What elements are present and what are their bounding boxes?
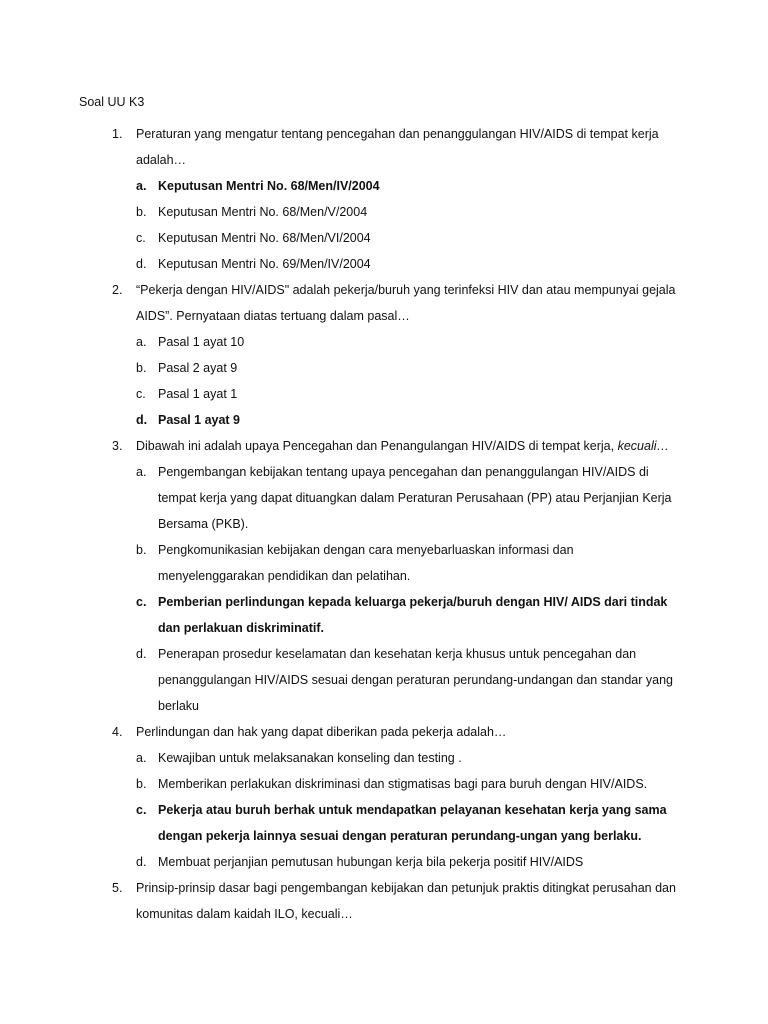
question-main-text: Perlindungan dan hak yang dapat diberikan pada pekerja adalah… <box>136 725 507 739</box>
question-main-text: Dibawah ini adalah upaya Pencegahan dan Penangulangan HIV/AIDS di tempat kerja, <box>136 439 615 453</box>
option-letter: d. <box>136 647 147 661</box>
option-item <box>0 225 768 251</box>
question-number: 1. <box>112 127 123 141</box>
option-letter: c. <box>136 231 146 245</box>
question-item <box>0 719 768 875</box>
option-list <box>0 459 768 719</box>
option-letter: b. <box>136 543 147 557</box>
option-item <box>0 537 768 589</box>
option-letter: b. <box>136 777 147 791</box>
option-item <box>0 251 768 277</box>
question-text <box>136 277 676 329</box>
option-item <box>0 199 768 225</box>
option-text: Pengembangan kebijakan tentang upaya pencegahan dan penanggulangan HIV/AIDS di tempat kerja yang dapat dituangkan dalam Peraturan Perusahaan (PP) atau Perjanjian Kerja Bersama (PKB). <box>158 465 672 531</box>
option-letter: a. <box>136 751 147 765</box>
option-text: Penerapan prosedur keselamatan dan kesehatan kerja khusus untuk pencegahan dan penanggulangan HIV/AIDS sesuai dengan peraturan perundang-undangan dan standar yang berlaku <box>158 647 673 713</box>
option-item <box>0 381 768 407</box>
question-item <box>0 875 768 927</box>
option-item <box>0 407 768 433</box>
question-main-text: Peraturan yang mengatur tentang pencegahan dan penanggulangan HIV/AIDS di tempat kerja adalah… <box>136 127 659 167</box>
document-title: Soal UU K3 <box>79 95 145 109</box>
option-letter: c. <box>136 595 147 609</box>
question-item <box>0 277 768 433</box>
option-letter: d. <box>136 257 147 271</box>
option-text: Pekerja atau buruh berhak untuk mendapatkan pelayanan kesehatan kerja yang sama dengan pekerja lainnya sesuai dengan peraturan perundang-ungan yang berlaku. <box>158 803 667 843</box>
option-letter: a. <box>136 179 147 193</box>
option-letter: a. <box>136 335 147 349</box>
option-text: Pemberian perlindungan kepada keluarga pekerja/buruh dengan HIV/ AIDS dari tindak dan perlakuan diskriminatif. <box>158 595 668 635</box>
question-number: 4. <box>112 725 123 739</box>
option-text: Pasal 1 ayat 10 <box>158 335 245 349</box>
question-main-text: “Pekerja dengan HIV/AIDS" adalah pekerja/buruh yang terinfeksi HIV dan atau mempunyai gejala AIDS”. Pernyataan diatas tertuang dalam pasal… <box>136 283 676 323</box>
question-item <box>0 121 768 277</box>
option-letter: b. <box>136 361 147 375</box>
option-text: Pasal 1 ayat 9 <box>158 413 241 427</box>
option-text: Keputusan Mentri No. 68/Men/VI/2004 <box>158 231 371 245</box>
option-text: Pasal 2 ayat 9 <box>158 361 238 375</box>
option-text: Pengkomunikasian kebijakan dengan cara menyebarluaskan informasi dan menyelenggarakan pendidikan dan pelatihan. <box>158 543 574 583</box>
question-number: 2. <box>112 283 123 297</box>
option-letter: b. <box>136 205 147 219</box>
option-item <box>0 589 768 641</box>
question-text <box>136 121 676 173</box>
option-text: Membuat perjanjian pemutusan hubungan kerja bila pekerja positif HIV/AIDS <box>158 855 584 869</box>
option-letter: c. <box>136 387 146 401</box>
question-suffix: kecuali… <box>614 439 669 453</box>
option-letter: d. <box>136 855 147 869</box>
option-text: Memberikan perlakukan diskriminasi dan stigmatisas bagi para buruh dengan HIV/AIDS. <box>158 777 648 791</box>
option-item <box>0 355 768 381</box>
option-text: Kewajiban untuk melaksanakan konseling dan testing . <box>158 751 462 765</box>
option-letter: d. <box>136 413 148 427</box>
option-letter: a. <box>136 465 147 479</box>
option-text: Keputusan Mentri No. 69/Men/IV/2004 <box>158 257 371 271</box>
option-item <box>0 329 768 355</box>
question-number: 5. <box>112 881 123 895</box>
option-list <box>0 745 768 875</box>
option-text: Keputusan Mentri No. 68/Men/IV/2004 <box>158 179 380 193</box>
option-item <box>0 173 768 199</box>
option-item <box>0 797 768 849</box>
option-item <box>0 849 768 875</box>
option-letter: c. <box>136 803 147 817</box>
question-number: 3. <box>112 439 123 453</box>
question-text <box>136 719 676 745</box>
option-text: Pasal 1 ayat 1 <box>158 387 238 401</box>
option-item <box>0 771 768 797</box>
option-list <box>0 173 768 277</box>
option-text: Keputusan Mentri No. 68/Men/V/2004 <box>158 205 368 219</box>
question-list <box>0 121 768 927</box>
option-item <box>0 745 768 771</box>
question-main-text: Prinsip-prinsip dasar bagi pengembangan kebijakan dan petunjuk praktis ditingkat perusahan dan komunitas dalam kaidah ILO, kecuali… <box>136 881 676 921</box>
question-text <box>136 433 676 459</box>
question-item <box>0 433 768 719</box>
question-text <box>136 875 676 927</box>
option-item <box>0 459 768 537</box>
option-item <box>0 641 768 719</box>
option-list <box>0 329 768 433</box>
